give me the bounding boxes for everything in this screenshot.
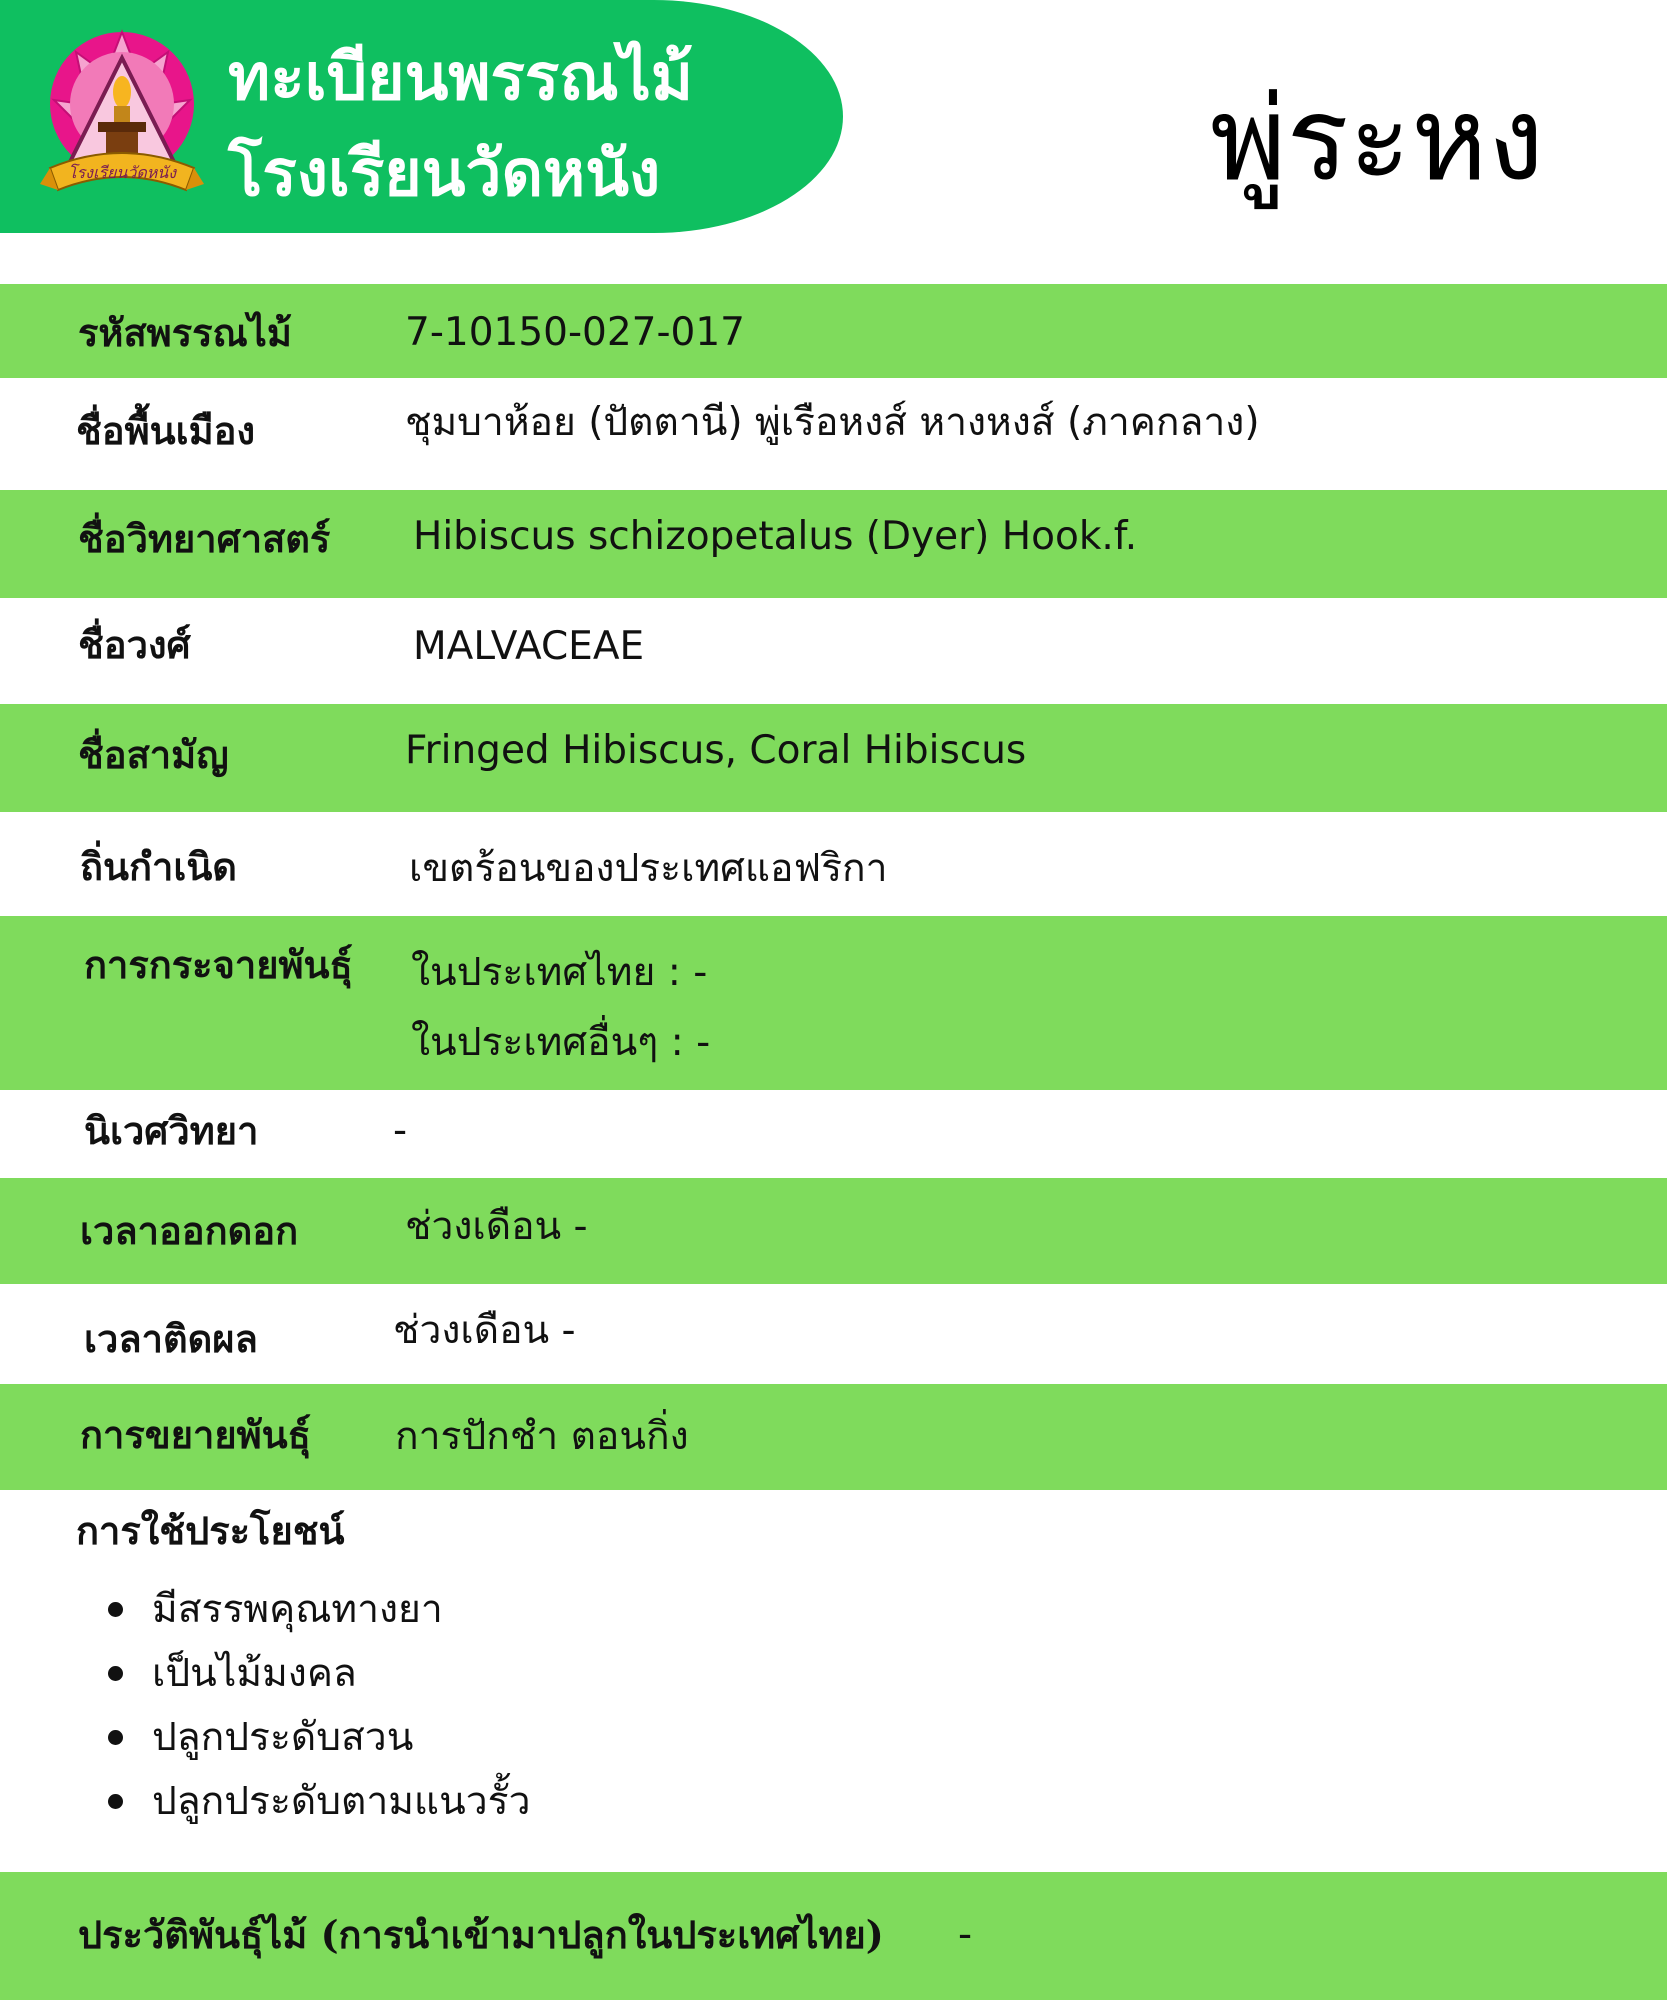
usage-title: การใช้ประโยชน์ [76,1508,345,1553]
value-history: - [958,1912,973,1957]
label-history: ประวัติพันธุ์ไม้ (การนำเข้ามาปลูกในประเทศไทย) [78,1912,884,1957]
bullet-icon [108,1666,123,1681]
value-local-name: ชุมบาห้อย (ปัตตานี) พู่เรือหงส์ หางหงส์ (ภาคกลาง) [405,400,1260,445]
school-title-line-1: ทะเบียนพรรณไม้ [228,41,693,115]
list-item [100,1578,530,1642]
value-distribution-other: ในประเทศอื่นๆ : - [411,1020,711,1065]
row-local-name [0,378,1667,490]
logo-text: โรงเรียนวัดหนัง [67,163,177,182]
list-item [100,1706,530,1770]
list-item [100,1770,530,1834]
value-plant-code: 7-10150-027-017 [405,310,745,355]
value-family-name: MALVACEAE [413,624,645,669]
label-scientific-name: ชื่อวิทยาศาสตร์ [78,516,331,561]
value-origin: เขตร้อนของประเทศแอฟริกา [409,846,888,891]
value-distribution-thailand: ในประเทศไทย : - [411,950,708,995]
usage-item-text: ปลูกประดับสวน [152,1715,414,1760]
bullet-icon [108,1602,123,1617]
bullet-icon [108,1730,123,1745]
label-common-name: ชื่อสามัญ [78,732,229,777]
school-logo [36,18,208,206]
value-fruiting-time: ช่วงเดือน - [393,1308,576,1353]
usage-list [100,1578,530,1834]
row-history [0,1872,1667,2000]
bullet-icon [108,1794,123,1809]
label-ecology: นิเวศวิทยา [84,1108,259,1153]
row-flowering-time [0,1178,1667,1284]
label-distribution: การกระจายพันธุ์ [84,942,353,987]
value-propagation: การปักชำ ตอนกิ่ง [395,1414,689,1459]
school-title-line-2: โรงเรียนวัดหนัง [228,137,661,211]
row-ecology [0,1090,1667,1178]
usage-item-text: ปลูกประดับตามแนวรั้ว [152,1779,531,1824]
row-common-name [0,704,1667,812]
row-plant-code [0,284,1667,378]
plant-name: พู่ระหง [1210,72,1545,207]
value-common-name: Fringed Hibiscus, Coral Hibiscus [405,728,1027,773]
list-item [100,1642,530,1706]
label-flowering-time: เวลาออกดอก [80,1208,299,1253]
label-plant-code: รหัสพรรณไม้ [78,310,292,355]
value-flowering-time: ช่วงเดือน - [405,1204,588,1249]
value-scientific-name: Hibiscus schizopetalus (Dyer) Hook.f. [413,514,1138,559]
label-propagation: การขยายพันธุ์ [80,1412,311,1457]
label-family-name: ชื่อวงศ์ [78,622,191,667]
usage-item-text: เป็นไม้มงคล [152,1651,357,1696]
row-scientific-name [0,490,1667,598]
row-fruiting-time [0,1284,1667,1384]
row-origin [0,812,1667,916]
school-title [228,30,693,222]
value-ecology: - [393,1108,408,1153]
label-origin: ถิ่นกำเนิด [80,844,237,889]
label-local-name: ชื่อพื้นเมือง [76,408,256,453]
row-distribution [0,916,1667,1090]
row-family-name [0,598,1667,704]
row-propagation [0,1384,1667,1490]
usage-item-text: มีสรรพคุณทางยา [152,1587,443,1632]
label-fruiting-time: เวลาติดผล [84,1316,258,1361]
